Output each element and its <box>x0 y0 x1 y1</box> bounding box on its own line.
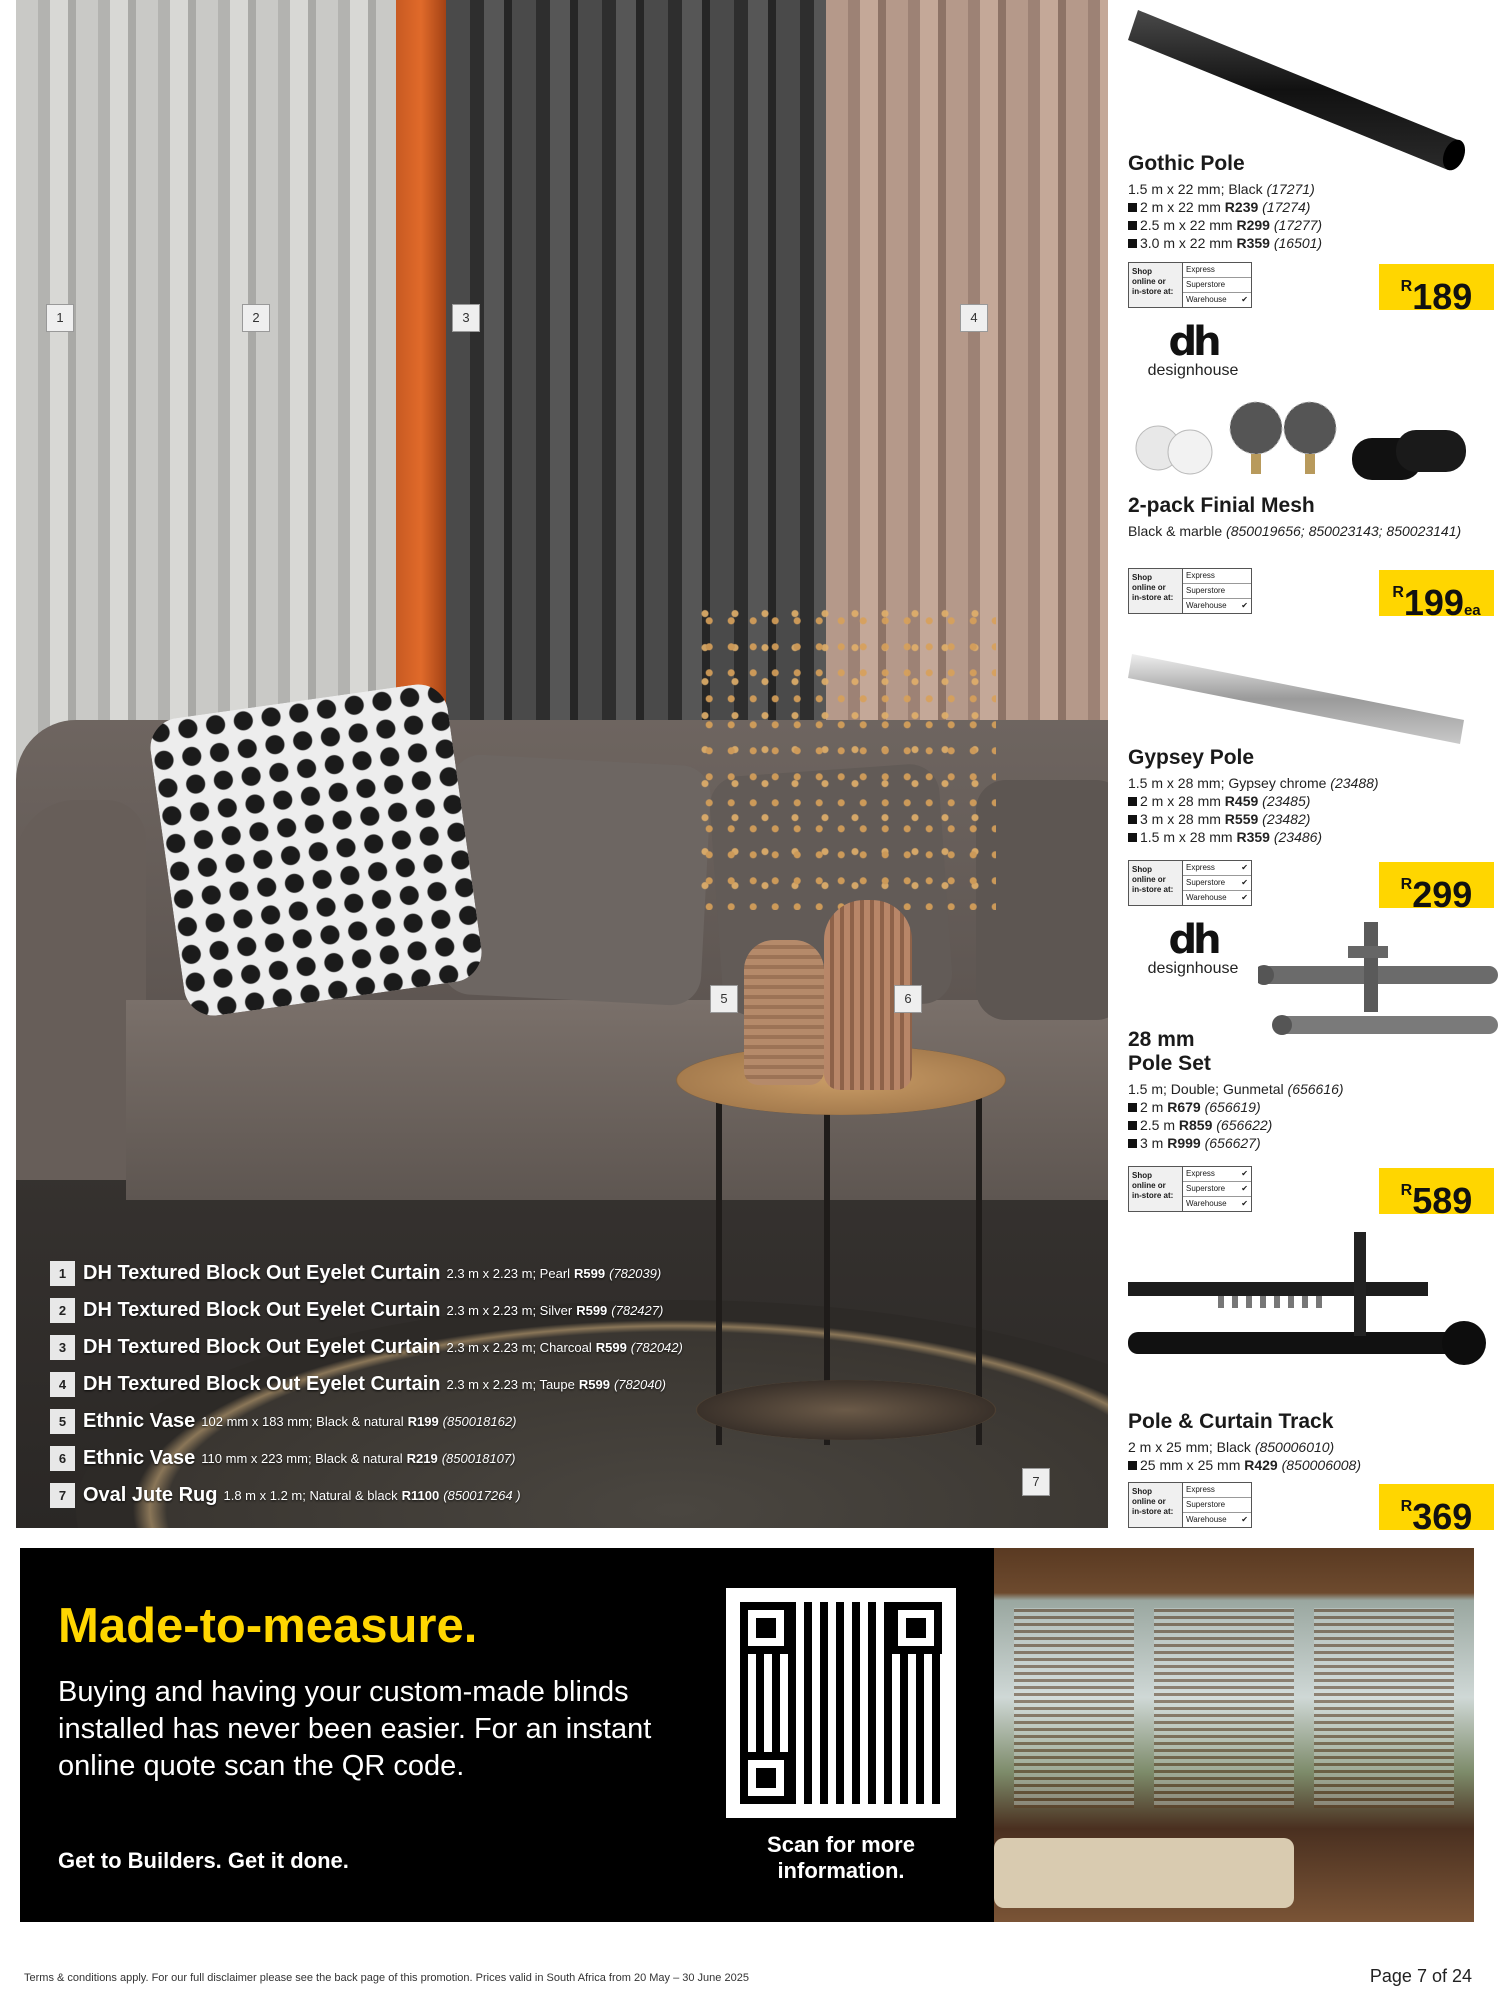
price-tag: $^R$189 <box>1379 264 1494 310</box>
legend-number: 3 <box>50 1335 75 1360</box>
legend-price: R1100 <box>401 1488 440 1503</box>
legend-item <box>50 1255 770 1292</box>
shop-option-express: Express ✔ <box>1183 861 1251 876</box>
banner-text: Buying and having your custom-made blinds installed has never been easier. For an instant online quote scan the QR code. <box>58 1676 652 1782</box>
legend-spec: 1.8 m x 1.2 m; Natural & black <box>223 1488 398 1503</box>
blinds-room-photo <box>994 1548 1474 1922</box>
shop-option-superstore: Superstore <box>1183 1498 1251 1513</box>
legend-number: 6 <box>50 1446 75 1471</box>
dried-flowers-image <box>696 600 996 910</box>
product-title: Pole & Curtain Track <box>1128 1410 1334 1433</box>
price-tag: $^R$369 <box>1379 1484 1494 1530</box>
product-option: 2 m R679 (656619) <box>1128 1098 1498 1116</box>
price-tag: $^R$299 <box>1379 862 1494 908</box>
check-icon: ✔ <box>1241 1184 1248 1193</box>
grey-pillow-image <box>440 753 712 1006</box>
legend-code: (782042) <box>630 1340 683 1355</box>
product-description: 1.5 m x 22 mm; Black (17271) <box>1128 181 1315 197</box>
legend-number: 2 <box>50 1298 75 1323</box>
shop-option-warehouse: Warehouse ✔ <box>1183 1197 1251 1211</box>
designhouse-logo: dh designhouse <box>1147 917 1239 977</box>
product-option: 1.5 m x 28 mm R359 (23486) <box>1128 828 1498 846</box>
legend-item <box>50 1477 770 1514</box>
photo-marker-6: 6 <box>894 985 922 1013</box>
product-description: Black & marble (850019656; 850023143; 850023141) <box>1128 523 1462 539</box>
legend-product-name: DH Textured Block Out Eyelet Curtain <box>83 1336 441 1358</box>
legend-spec: 110 mm x 223 mm; Black & natural <box>201 1451 403 1466</box>
shop-availability-box: Shop online or in-store at: Express Superstore Warehouse ✔ <box>1128 262 1252 308</box>
shop-option-superstore: Superstore ✔ <box>1183 876 1251 891</box>
product-title: Pole Set <box>1128 1052 1211 1075</box>
legend-product-name: DH Textured Block Out Eyelet Curtain <box>83 1262 441 1284</box>
legend-product-name: DH Textured Block Out Eyelet Curtain <box>83 1373 441 1395</box>
qr-caption: Scan for more information. <box>767 1832 915 1883</box>
gypsey-pole-image <box>1128 640 1498 750</box>
check-icon: ✔ <box>1241 1199 1248 1208</box>
check-icon: ✔ <box>1241 1515 1248 1524</box>
curtain-track-card <box>1128 1410 1498 1474</box>
check-icon: ✔ <box>1241 893 1248 902</box>
gothic-pole-card <box>1128 152 1498 252</box>
legend-spec: 2.3 m x 2.23 m; Pearl <box>446 1266 571 1281</box>
shop-option-superstore: Superstore ✔ <box>1183 1182 1251 1197</box>
product-option: 2.5 m x 22 mm R299 (17277) <box>1128 216 1498 234</box>
legend-price: R599 <box>595 1340 627 1355</box>
legend-spec: 102 mm x 183 mm; Black & natural <box>201 1414 404 1429</box>
legend-item <box>50 1329 770 1366</box>
product-title: Gothic Pole <box>1128 152 1245 175</box>
side-table-leg <box>976 1085 982 1445</box>
product-description: 2 m x 25 mm; Black (850006010) <box>1128 1439 1335 1455</box>
shop-option-express: Express <box>1183 569 1251 584</box>
page-number: Page 7 of 24 <box>1369 1966 1472 1986</box>
price-tag: $^R$589 <box>1379 1168 1494 1214</box>
shop-availability-box: Shop online or in-store at: Express Superstore Warehouse ✔ <box>1128 568 1252 614</box>
legend-item <box>50 1440 770 1477</box>
shop-option-express: Express ✔ <box>1183 1167 1251 1182</box>
room-sofa-image <box>994 1838 1294 1908</box>
shop-option-warehouse: Warehouse ✔ <box>1183 293 1251 307</box>
check-icon: ✔ <box>1241 1169 1248 1178</box>
patterned-pillow-image <box>147 681 486 1020</box>
product-option: 25 mm x 25 mm R429 (850006008) <box>1128 1456 1498 1474</box>
product-option: 2 m x 22 mm R239 (17274) <box>1128 198 1498 216</box>
check-icon: ✔ <box>1241 601 1248 610</box>
legend-code: (850018162) <box>442 1414 517 1429</box>
made-to-measure-banner <box>20 1548 994 1922</box>
product-option: 2.5 m R859 (656622) <box>1128 1116 1498 1134</box>
legend-price: R599 <box>578 1377 610 1392</box>
photo-marker-4: 4 <box>960 304 988 332</box>
product-title: 2-pack Finial Mesh <box>1128 494 1315 517</box>
shop-availability-box: Shop online or in-store at: Express ✔ Superstore ✔ Warehouse ✔ <box>1128 860 1252 906</box>
finial-mesh-card <box>1128 494 1498 540</box>
legend-number: 1 <box>50 1261 75 1286</box>
shop-option-express: Express <box>1183 1483 1251 1498</box>
banner-tagline: Get to Builders. Get it done. <box>58 1848 349 1873</box>
legend-spec: 2.3 m x 2.23 m; Taupe <box>446 1377 575 1392</box>
legend-product-name: Oval Jute Rug <box>83 1484 218 1506</box>
designhouse-logo: dh designhouse <box>1147 319 1239 379</box>
product-title: Gypsey Pole <box>1128 746 1255 769</box>
legend-product-name: Ethnic Vase <box>83 1410 196 1432</box>
legend-price: R599 <box>576 1303 608 1318</box>
legend-code: (850017264 ) <box>443 1488 521 1503</box>
legend-code: (850018107) <box>441 1451 516 1466</box>
shop-option-express: Express <box>1183 263 1251 278</box>
shop-option-warehouse: Warehouse ✔ <box>1183 599 1251 613</box>
shop-option-warehouse: Warehouse ✔ <box>1183 891 1251 905</box>
shop-availability-box: Shop online or in-store at: Express ✔ Superstore ✔ Warehouse ✔ <box>1128 1166 1252 1212</box>
window-blind-image <box>1314 1608 1454 1808</box>
legend-number: 4 <box>50 1372 75 1397</box>
photo-marker-5: 5 <box>710 985 738 1013</box>
legend-price: R599 <box>574 1266 606 1281</box>
qr-finder-icon <box>740 1602 792 1654</box>
banner-title: Made-to-measure. <box>58 1599 478 1653</box>
photo-marker-1: 1 <box>46 304 74 332</box>
footer-disclaimer: Terms & conditions apply. For our full disclaimer please see the back page of this promotion. Prices valid in South Africa from 20 May – 30 June 2025 <box>24 1972 749 1984</box>
qr-code[interactable] <box>726 1588 956 1818</box>
legend-price: R219 <box>406 1451 438 1466</box>
price-tag: $^R$199ea <box>1379 570 1494 616</box>
shop-option-warehouse: Warehouse ✔ <box>1183 1513 1251 1527</box>
legend-product-name: DH Textured Block Out Eyelet Curtain <box>83 1299 441 1321</box>
shop-availability-box: Shop online or in-store at: Express Superstore Warehouse ✔ <box>1128 1482 1252 1528</box>
legend-spec: 2.3 m x 2.23 m; Charcoal <box>446 1340 592 1355</box>
photo-marker-7: 7 <box>1022 1468 1050 1496</box>
legend-item <box>50 1292 770 1329</box>
product-option: 3.0 m x 22 mm R359 (16501) <box>1128 234 1498 252</box>
legend-code: (782427) <box>611 1303 664 1318</box>
legend-code: (782040) <box>613 1377 666 1392</box>
legend-number: 7 <box>50 1483 75 1508</box>
product-description: 1.5 m; Double; Gunmetal (656616) <box>1128 1081 1344 1097</box>
photo-marker-2: 2 <box>242 304 270 332</box>
check-icon: ✔ <box>1241 878 1248 887</box>
shop-option-superstore: Superstore <box>1183 278 1251 293</box>
qr-finder-icon <box>740 1752 792 1804</box>
legend-price: R199 <box>407 1414 439 1429</box>
check-icon: ✔ <box>1241 295 1248 304</box>
legend-product-name: Ethnic Vase <box>83 1447 196 1469</box>
qr-code-pattern <box>740 1602 942 1804</box>
photo-marker-3: 3 <box>452 304 480 332</box>
product-legend-list <box>50 1255 770 1514</box>
legend-spec: 2.3 m x 2.23 m; Silver <box>446 1303 573 1318</box>
product-description: 1.5 m x 28 mm; Gypsey chrome (23488) <box>1128 775 1379 791</box>
pole-curtain-track-image <box>1128 1232 1498 1372</box>
window-blind-image <box>1014 1608 1134 1808</box>
product-option: 3 m R999 (656627) <box>1128 1134 1498 1152</box>
legend-item <box>50 1403 770 1440</box>
product-option: 2 m x 28 mm R459 (23485) <box>1128 792 1498 810</box>
ethnic-vase-small-image <box>744 940 824 1085</box>
gypsey-pole-card <box>1128 746 1498 846</box>
qr-finder-icon <box>890 1602 942 1654</box>
legend-item <box>50 1366 770 1403</box>
finial-mesh-image <box>1128 388 1498 498</box>
pole-set-card <box>1128 1028 1498 1152</box>
legend-code: (782039) <box>609 1266 662 1281</box>
window-blind-image <box>1154 1608 1294 1808</box>
shop-option-superstore: Superstore <box>1183 584 1251 599</box>
product-column <box>1128 0 1498 1540</box>
product-option: 3 m x 28 mm R559 (23482) <box>1128 810 1498 828</box>
product-title: 28 mm <box>1128 1028 1195 1051</box>
legend-number: 5 <box>50 1409 75 1434</box>
check-icon: ✔ <box>1241 863 1248 872</box>
